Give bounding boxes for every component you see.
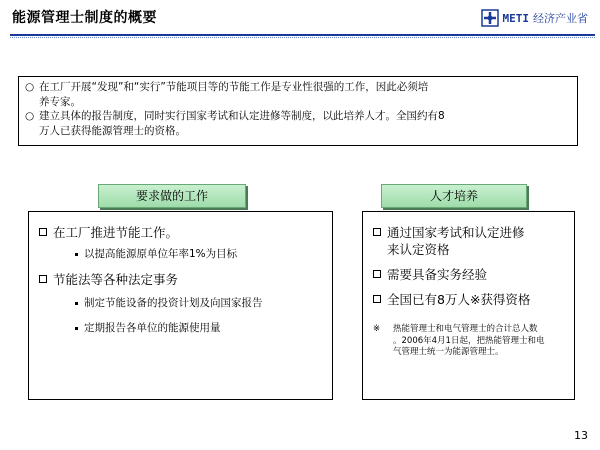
list-item bbox=[39, 224, 322, 241]
intro-indent bbox=[25, 124, 39, 139]
intro-text: 在工厂开展“发现”和“实行”节能项目等的节能工作是专业性很强的工作，因此必须培 bbox=[39, 81, 429, 93]
list-item bbox=[39, 271, 322, 288]
meti-logo-icon bbox=[481, 9, 499, 27]
footnote-text bbox=[393, 324, 544, 359]
list-item-line: 通过国家考试和认定进修 bbox=[387, 225, 525, 240]
intro-text: 建立具体的报告制度，同时实行国家考试和认定进修等制度，以此培养人才。全国约有8 bbox=[39, 110, 445, 122]
list-item-text bbox=[387, 224, 525, 258]
sub-list-item-text: 以提高能源原单位年率1%为目标 bbox=[84, 248, 238, 260]
sub-list-item bbox=[39, 321, 322, 336]
intro-line bbox=[25, 95, 571, 110]
list-item-text: 需要具备实务经验 bbox=[387, 267, 488, 282]
footnote-line: 。2006年4月1日起，把热能管理士和电 bbox=[393, 335, 545, 346]
list-item bbox=[373, 266, 564, 283]
sub-list-item-text: 定期报告各单位的能源使用量 bbox=[84, 322, 221, 334]
list-item-line: 来认定资格 bbox=[387, 242, 450, 257]
intro-line bbox=[25, 124, 571, 139]
sub-list-item bbox=[39, 296, 322, 311]
footnote bbox=[373, 324, 564, 359]
sub-list-item-text: 制定节能设备的投资计划及向国家报告 bbox=[84, 297, 263, 309]
intro-text: 养专家。 bbox=[39, 95, 81, 108]
page-number: 13 bbox=[574, 429, 588, 442]
square-bullet-icon bbox=[373, 228, 381, 236]
tab-talent-training: 人才培养 bbox=[381, 184, 527, 208]
talent-training-panel bbox=[362, 211, 575, 400]
circle-bullet-icon: ○ bbox=[25, 110, 35, 122]
tab-required-work: 要求做的工作 bbox=[98, 184, 246, 208]
square-bullet-icon bbox=[373, 270, 381, 278]
header-divider bbox=[10, 34, 595, 36]
brand-logo bbox=[481, 9, 589, 27]
square-bullet-icon bbox=[39, 275, 47, 283]
dot-bullet-icon bbox=[75, 302, 78, 305]
circle-bullet-icon: ○ bbox=[25, 81, 35, 93]
footnote-line: 气管理士统一为能源管理士。 bbox=[393, 347, 504, 357]
intro-line bbox=[25, 109, 571, 124]
header-divider-dotted bbox=[10, 37, 595, 38]
list-item-text: 在工厂推进节能工作。 bbox=[53, 225, 179, 240]
note-mark: ※ bbox=[373, 324, 381, 334]
intro-indent bbox=[25, 95, 39, 110]
dot-bullet-icon bbox=[75, 327, 78, 330]
brand-name: METI bbox=[502, 11, 529, 25]
list-item bbox=[373, 291, 564, 308]
list-item-text: 全国已有8万人※获得资格 bbox=[387, 292, 531, 307]
intro-box bbox=[18, 76, 578, 146]
list-item bbox=[373, 224, 564, 258]
square-bullet-icon bbox=[39, 228, 47, 236]
page-title: 能源管理士制度的概要 bbox=[12, 10, 157, 26]
square-bullet-icon bbox=[373, 295, 381, 303]
dot-bullet-icon bbox=[75, 253, 78, 256]
required-work-panel bbox=[28, 211, 333, 400]
sub-list-item bbox=[39, 247, 322, 262]
brand-subtitle: 经济产业省 bbox=[533, 12, 588, 25]
intro-text: 万人已获得能源管理士的资格。 bbox=[39, 124, 186, 137]
list-item-text: 节能法等各种法定事务 bbox=[53, 272, 179, 287]
footnote-line: 热能管理士和电气管理士的合计总人数 bbox=[393, 324, 538, 334]
intro-line bbox=[25, 80, 571, 95]
